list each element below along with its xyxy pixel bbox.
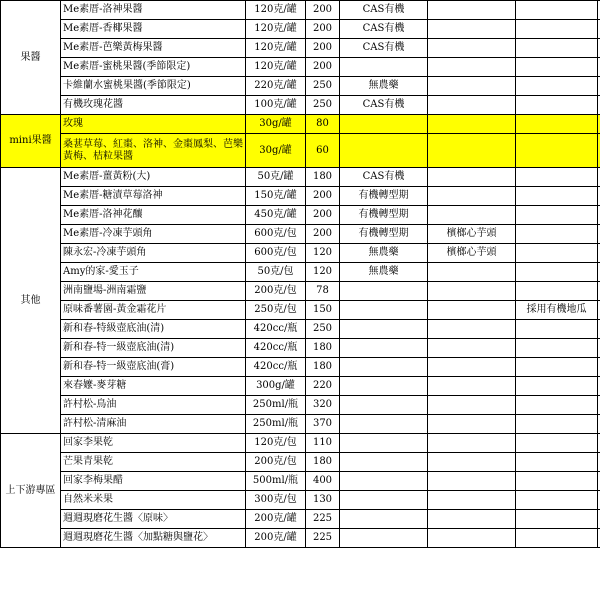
table-row bbox=[1, 20, 600, 39]
remark-cell bbox=[516, 77, 598, 96]
spec-cell: 300克/包 bbox=[246, 491, 306, 510]
table-row bbox=[1, 96, 600, 115]
variety-cell bbox=[428, 529, 516, 548]
variety-cell bbox=[428, 453, 516, 472]
cert-cell bbox=[340, 453, 428, 472]
spec-cell: 150克/罐 bbox=[246, 187, 306, 206]
price-cell: 370 bbox=[306, 415, 340, 434]
spec-cell: 120克/包 bbox=[246, 434, 306, 453]
variety-cell bbox=[428, 1, 516, 20]
product-name-cell: Me素厝-蜜桃果醬(季節限定) bbox=[61, 58, 246, 77]
price-cell: 80 bbox=[306, 115, 340, 134]
remark-cell bbox=[516, 58, 598, 77]
price-cell: 110 bbox=[306, 434, 340, 453]
cert-cell bbox=[340, 396, 428, 415]
variety-cell bbox=[428, 339, 516, 358]
spec-cell: 450克/罐 bbox=[246, 206, 306, 225]
spec-cell: 220克/罐 bbox=[246, 77, 306, 96]
spec-cell: 600克/包 bbox=[246, 244, 306, 263]
product-name-cell: 有機玫瑰花醬 bbox=[61, 96, 246, 115]
spec-cell: 120克/罐 bbox=[246, 1, 306, 20]
variety-cell bbox=[428, 434, 516, 453]
variety-cell bbox=[428, 491, 516, 510]
price-cell: 150 bbox=[306, 301, 340, 320]
remark-cell bbox=[516, 510, 598, 529]
variety-cell bbox=[428, 282, 516, 301]
variety-cell bbox=[428, 263, 516, 282]
table-body bbox=[1, 1, 600, 548]
remark-cell bbox=[516, 282, 598, 301]
variety-cell bbox=[428, 415, 516, 434]
cert-cell: 無農藥 bbox=[340, 77, 428, 96]
remark-cell bbox=[516, 244, 598, 263]
spec-cell: 200克/包 bbox=[246, 453, 306, 472]
remark-cell bbox=[516, 115, 598, 134]
product-name-cell: 回家李果乾 bbox=[61, 434, 246, 453]
variety-cell bbox=[428, 187, 516, 206]
price-cell: 225 bbox=[306, 529, 340, 548]
product-name-cell: 週週現磨花生醬〈加點糖與鹽花〉 bbox=[61, 529, 246, 548]
product-name-cell: 卡維蘭水蜜桃果醬(季節限定) bbox=[61, 77, 246, 96]
product-name-cell: 新和春-特一級壺底油(清) bbox=[61, 339, 246, 358]
variety-cell bbox=[428, 58, 516, 77]
cert-cell bbox=[340, 58, 428, 77]
spec-cell: 50克/包 bbox=[246, 263, 306, 282]
spec-cell: 420cc/瓶 bbox=[246, 358, 306, 377]
remark-cell bbox=[516, 134, 598, 168]
table-row bbox=[1, 244, 600, 263]
table-row bbox=[1, 396, 600, 415]
variety-cell bbox=[428, 358, 516, 377]
table-row bbox=[1, 263, 600, 282]
spec-cell: 200克/包 bbox=[246, 282, 306, 301]
table-row bbox=[1, 358, 600, 377]
category-cell: 上下游專區 bbox=[1, 434, 61, 548]
cert-cell bbox=[340, 134, 428, 168]
variety-cell bbox=[428, 320, 516, 339]
variety-cell bbox=[428, 96, 516, 115]
product-name-cell: 原味番薯園-黃金霜花片 bbox=[61, 301, 246, 320]
remark-cell bbox=[516, 39, 598, 58]
spec-cell: 30g/罐 bbox=[246, 134, 306, 168]
spec-cell: 100克/罐 bbox=[246, 96, 306, 115]
product-name-cell: 許村松-鳥油 bbox=[61, 396, 246, 415]
cert-cell: 無農藥 bbox=[340, 263, 428, 282]
remark-cell bbox=[516, 320, 598, 339]
remark-cell bbox=[516, 168, 598, 187]
product-name-cell: 玫瑰 bbox=[61, 115, 246, 134]
table-row bbox=[1, 339, 600, 358]
remark-cell bbox=[516, 415, 598, 434]
spec-cell: 500ml/瓶 bbox=[246, 472, 306, 491]
remark-cell bbox=[516, 472, 598, 491]
cert-cell bbox=[340, 510, 428, 529]
spec-cell: 250克/包 bbox=[246, 301, 306, 320]
table-row bbox=[1, 415, 600, 434]
price-cell: 180 bbox=[306, 339, 340, 358]
cert-cell: 有機轉型期 bbox=[340, 225, 428, 244]
table-row bbox=[1, 77, 600, 96]
product-name-cell: 洲南鹽場-洲南霜鹽 bbox=[61, 282, 246, 301]
table-row bbox=[1, 453, 600, 472]
price-cell: 220 bbox=[306, 377, 340, 396]
table-row bbox=[1, 134, 600, 168]
price-cell: 200 bbox=[306, 39, 340, 58]
remark-cell bbox=[516, 20, 598, 39]
table-row bbox=[1, 168, 600, 187]
category-cell: 其他 bbox=[1, 168, 61, 434]
cert-cell bbox=[340, 491, 428, 510]
price-cell: 200 bbox=[306, 20, 340, 39]
spec-cell: 250ml/瓶 bbox=[246, 396, 306, 415]
variety-cell bbox=[428, 301, 516, 320]
cert-cell bbox=[340, 529, 428, 548]
cert-cell bbox=[340, 358, 428, 377]
price-cell: 250 bbox=[306, 96, 340, 115]
product-name-cell: 桑葚草莓、紅棗、洛神、金棗鳳梨、芭樂黃梅、桔粒果醬 bbox=[61, 134, 246, 168]
cert-cell: 有機轉型期 bbox=[340, 187, 428, 206]
price-cell: 320 bbox=[306, 396, 340, 415]
table-row bbox=[1, 377, 600, 396]
cert-cell bbox=[340, 415, 428, 434]
variety-cell bbox=[428, 115, 516, 134]
price-cell: 200 bbox=[306, 187, 340, 206]
price-cell: 200 bbox=[306, 225, 340, 244]
spec-cell: 600克/包 bbox=[246, 225, 306, 244]
product-name-cell: 新和春-特一級壺底油(膏) bbox=[61, 358, 246, 377]
price-cell: 200 bbox=[306, 58, 340, 77]
price-cell: 120 bbox=[306, 244, 340, 263]
table-row bbox=[1, 472, 600, 491]
variety-cell bbox=[428, 168, 516, 187]
category-cell: 果醬 bbox=[1, 1, 61, 115]
cert-cell bbox=[340, 320, 428, 339]
price-cell: 78 bbox=[306, 282, 340, 301]
remark-cell bbox=[516, 225, 598, 244]
variety-cell bbox=[428, 134, 516, 168]
table-row bbox=[1, 282, 600, 301]
remark-cell bbox=[516, 1, 598, 20]
variety-cell bbox=[428, 39, 516, 58]
table-row bbox=[1, 301, 600, 320]
product-name-cell: Me素厝-香椰果醬 bbox=[61, 20, 246, 39]
price-cell: 180 bbox=[306, 168, 340, 187]
spec-cell: 420cc/瓶 bbox=[246, 320, 306, 339]
variety-cell: 檳榔心芋頭 bbox=[428, 225, 516, 244]
price-cell: 225 bbox=[306, 510, 340, 529]
product-name-cell: Me素厝-糖漬草莓洛神 bbox=[61, 187, 246, 206]
table-row bbox=[1, 434, 600, 453]
remark-cell bbox=[516, 339, 598, 358]
price-cell: 200 bbox=[306, 1, 340, 20]
price-cell: 180 bbox=[306, 453, 340, 472]
product-name-cell: 陳永宏-冷凍芋頭角 bbox=[61, 244, 246, 263]
table-row bbox=[1, 491, 600, 510]
cert-cell bbox=[340, 339, 428, 358]
variety-cell bbox=[428, 20, 516, 39]
cert-cell: 有機轉型期 bbox=[340, 206, 428, 225]
table-row bbox=[1, 225, 600, 244]
product-name-cell: Amy的家-愛玉子 bbox=[61, 263, 246, 282]
product-name-cell: Me素厝-洛神花釀 bbox=[61, 206, 246, 225]
cert-cell bbox=[340, 282, 428, 301]
cert-cell bbox=[340, 377, 428, 396]
cert-cell: CAS有機 bbox=[340, 96, 428, 115]
table-row bbox=[1, 58, 600, 77]
product-name-cell: 回家李梅果醋 bbox=[61, 472, 246, 491]
variety-cell bbox=[428, 396, 516, 415]
table-row bbox=[1, 115, 600, 134]
variety-cell bbox=[428, 377, 516, 396]
remark-cell bbox=[516, 377, 598, 396]
spec-cell: 420cc/瓶 bbox=[246, 339, 306, 358]
product-name-cell: Me素厝-冷凍芋頭角 bbox=[61, 225, 246, 244]
remark-cell bbox=[516, 529, 598, 548]
table-row bbox=[1, 320, 600, 339]
remark-cell bbox=[516, 187, 598, 206]
variety-cell bbox=[428, 77, 516, 96]
cert-cell: CAS有機 bbox=[340, 1, 428, 20]
remark-cell bbox=[516, 434, 598, 453]
cert-cell bbox=[340, 472, 428, 491]
category-cell: mini果醬 bbox=[1, 115, 61, 168]
spec-cell: 200克/罐 bbox=[246, 510, 306, 529]
product-name-cell: 新和春-特級壺底油(清) bbox=[61, 320, 246, 339]
price-cell: 180 bbox=[306, 358, 340, 377]
price-cell: 60 bbox=[306, 134, 340, 168]
product-name-cell: 週週現磨花生醬〈原味〉 bbox=[61, 510, 246, 529]
remark-cell bbox=[516, 96, 598, 115]
table-row bbox=[1, 206, 600, 225]
spec-cell: 200克/罐 bbox=[246, 529, 306, 548]
product-name-cell: 許村松-清麻油 bbox=[61, 415, 246, 434]
table-row bbox=[1, 510, 600, 529]
variety-cell bbox=[428, 510, 516, 529]
spec-cell: 250ml/瓶 bbox=[246, 415, 306, 434]
cert-cell bbox=[340, 115, 428, 134]
remark-cell bbox=[516, 396, 598, 415]
variety-cell: 檳榔心芋頭 bbox=[428, 244, 516, 263]
table-row bbox=[1, 187, 600, 206]
product-name-cell: Me素厝-芭樂黃梅果醬 bbox=[61, 39, 246, 58]
table-row bbox=[1, 1, 600, 20]
spec-cell: 120克/罐 bbox=[246, 58, 306, 77]
cert-cell bbox=[340, 434, 428, 453]
price-cell: 250 bbox=[306, 77, 340, 96]
cert-cell bbox=[340, 301, 428, 320]
product-name-cell: Me素厝-薑黃粉(大) bbox=[61, 168, 246, 187]
remark-cell bbox=[516, 206, 598, 225]
spec-cell: 30g/罐 bbox=[246, 115, 306, 134]
product-name-cell: Me素厝-洛神果醬 bbox=[61, 1, 246, 20]
remark-cell bbox=[516, 358, 598, 377]
remark-cell bbox=[516, 491, 598, 510]
spec-cell: 50克/罐 bbox=[246, 168, 306, 187]
price-cell: 120 bbox=[306, 263, 340, 282]
remark-cell bbox=[516, 263, 598, 282]
cert-cell: CAS有機 bbox=[340, 39, 428, 58]
table-row bbox=[1, 529, 600, 548]
remark-cell bbox=[516, 453, 598, 472]
price-cell: 200 bbox=[306, 206, 340, 225]
cert-cell: 無農藥 bbox=[340, 244, 428, 263]
table-row bbox=[1, 39, 600, 58]
product-name-cell: 自然米米果 bbox=[61, 491, 246, 510]
variety-cell bbox=[428, 206, 516, 225]
cert-cell: CAS有機 bbox=[340, 168, 428, 187]
price-cell: 250 bbox=[306, 320, 340, 339]
variety-cell bbox=[428, 472, 516, 491]
spec-cell: 120克/罐 bbox=[246, 20, 306, 39]
product-name-cell: 來春嬤-麥芽糖 bbox=[61, 377, 246, 396]
cert-cell: CAS有機 bbox=[340, 20, 428, 39]
price-cell: 400 bbox=[306, 472, 340, 491]
price-cell: 130 bbox=[306, 491, 340, 510]
remark-cell: 採用有機地瓜 bbox=[516, 301, 598, 320]
spec-cell: 120克/罐 bbox=[246, 39, 306, 58]
spec-cell: 300g/罐 bbox=[246, 377, 306, 396]
product-name-cell: 芒果青果乾 bbox=[61, 453, 246, 472]
